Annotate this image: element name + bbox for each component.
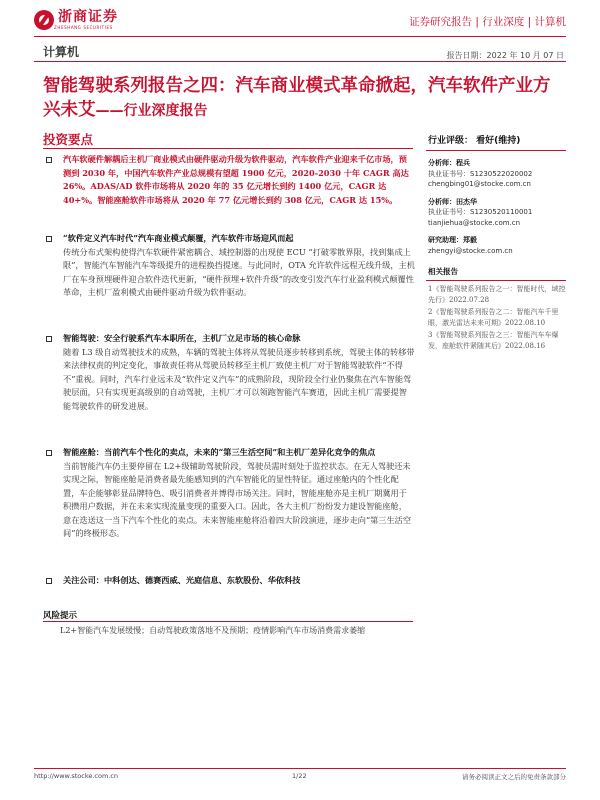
analyst-name: 研究助理：郑毅 [428,236,477,244]
risk-divider [43,621,413,622]
disclaimer-note: 请务必阅读正文之后的免责条款部分 [462,773,566,781]
bullet-heading: 关注公司：中科创达、德赛西威、光庭信息、东软股份、华依科技 [63,575,301,585]
square-bullet-icon [46,578,52,584]
title-sub: ——行业深度报告 [95,103,208,119]
report-date: 报告日期：2022 年 10 月 07 日 [446,51,564,60]
bullet-heading: 智能驾驶：安全行驶系汽车本职所在，主机厂立足市场的核心命脉 [63,333,301,343]
bullet-point [43,446,415,541]
logo-subtext: ZHESHANG SECURITIES [54,25,113,30]
bullet-point [43,232,415,300]
analyst-email[interactable]: chengbing01@stocke.com.cn [428,180,531,188]
related-report-item[interactable]: 3《智能驾驶系列报告之三：智能汽车车爆发，座舱软件紧随其后》2022.08.16 [428,331,559,350]
bullet-point [43,153,415,207]
analyst-email[interactable]: zhengyi@stocke.com.cn [428,246,513,255]
related-report-item[interactable]: 2《智能驾驶系列报告之二：智能汽车千里眼，激光雷达未来可期》2022.08.10 [428,308,559,327]
analyst-license: 执业证书号：S1230522020002 [428,169,533,178]
bullet-summary: 汽车软硬件解耦后主机厂商业模式由硬件驱动升级为软件驱动，汽车软件产业迎来千亿市场，预测到 2030 年，中国汽车软件产业总规模有望超 1900 亿元，2020-2030 十年 CAGR 高达 26%。ADAS/AD 软件市场将从 2020 年的 35 亿元增长到约 1400 亿元，CAGR 达 40+%。智能座舱软件市场将从 2020 年 77 亿元增长到约 308 亿元，CAGR 达 15%。 [63,154,409,205]
bullet-body: 当前智能汽车仍主要停留在 L2+级辅助驾驶阶段，驾驶员需时刻处于监控状态。在无人驾驶还未实现之际，智能座舱是消费者最先能感知到的汽车智能化的显性特征。通过座舱内的个性化配置，车企能够彰显品牌特色、吸引消费者并博得市场关注。同时，智能座舱亦是主机厂期冀用于积攒用户数据，并在未来实现流量变现的重要入口。因此，各大主机厂纷纷发力建设智能座舱，意在迭送这一当下汽车个性化的卖点。未来智能座舱将沿着四大阶段演进，逐步走向“第三生活空间”的终极形态。 [63,460,412,538]
square-bullet-icon [46,336,52,342]
industry-rating: 行业评级： 看好(维持) [428,136,521,146]
related-reports-heading: 相关报告 [428,267,458,276]
sidebar [426,127,566,353]
industry-label: 计算机 [43,45,80,59]
analyst-email[interactable]: tianjiehua@stocke.com.cn [428,218,521,227]
square-bullet-icon [46,450,52,456]
risk-text: L2+智能汽车发展缓慢；自动驾驶政策落地不及预期；疫情影响汽车市场消费需求萎缩 [60,626,366,635]
square-bullet-icon [46,236,52,242]
company-logo [34,10,118,30]
bullet-body: 随着 L3 级自动驾驶技术的成熟，车辆的驾驶主体将从驾驶员逐步转移到系统，驾驶主体的转移带来法律权责的判定变化，事故责任将从驾驶员转移至主机厂致使主机厂对于智能驾驶软件“不得不”重视。同时，汽车行业远未及“软件定义汽车”的成熟阶段，现阶段全行业仍聚焦在汽车智能驾驶层面，只有实现更高级别的自动驾驶，主机厂才可以领跑智能汽车赛道，因此主机厂需要提智能驾驶软件的研发进展。 [63,346,415,411]
page-header [34,8,566,38]
logo-icon [34,10,54,30]
analyst-name: 分析师：程兵 [428,159,470,167]
title-main: 智能驾驶系列报告之四：汽车商业模式革命掀起，汽车软件产业方兴未艾 [43,76,551,120]
bullet-point [43,574,415,588]
section-heading-investment-points: 投资要点 [43,132,94,147]
analyst-info [426,228,566,256]
analyst-info [426,190,566,229]
header-divider [34,36,566,37]
report-title [43,74,563,123]
logo-text: 浙商证券 [58,9,118,25]
footer-website[interactable]: http://www.stocke.com.cn [34,772,119,780]
analyst-info [426,151,566,190]
page-number: 1/22 [292,772,307,780]
analyst-name: 分析师：田杰华 [428,197,477,206]
bullet-body: 传统分布式架构使得汽车软硬件紧密耦合、域控制器的出现使 ECU “打破零散界限，找到集成上限”，智能汽车智能汽车等级提升的进程换挡提速。与此同时，OTA 允许软件远程无线升级，主机厂在车身预埋硬件迎合软件迭代更新，“硬件预埋+软件升级”的改变引发汽车行业盈利模式颠覆性革命，主机厂盈利模式由硬件驱动升级为软件驱动。 [63,246,415,297]
report-category: 证券研究报告 | 行业深度 | 计算机 [409,16,566,28]
related-reports-list [426,281,566,351]
bullet-heading: “软件定义汽车时代”汽车商业模式颠覆，汽车软件市场迎风而起 [63,233,294,243]
square-bullet-icon [46,157,52,163]
title-divider [34,61,566,62]
footer-divider [34,768,566,769]
analyst-license: 执业证书号：S1230520110001 [428,208,533,216]
bullet-heading: 智能座舱：当前汽车个性化的卖点，未来的“第三生活空间”和主机厂差异化竞争的焦点 [63,447,376,457]
section-divider [43,148,413,149]
related-report-item[interactable]: 1《智能驾驶系列报告之一：智能时代，域控先行》2022.07.28 [428,285,566,304]
risk-heading: 风险提示 [43,611,78,621]
bullet-point [43,332,415,413]
